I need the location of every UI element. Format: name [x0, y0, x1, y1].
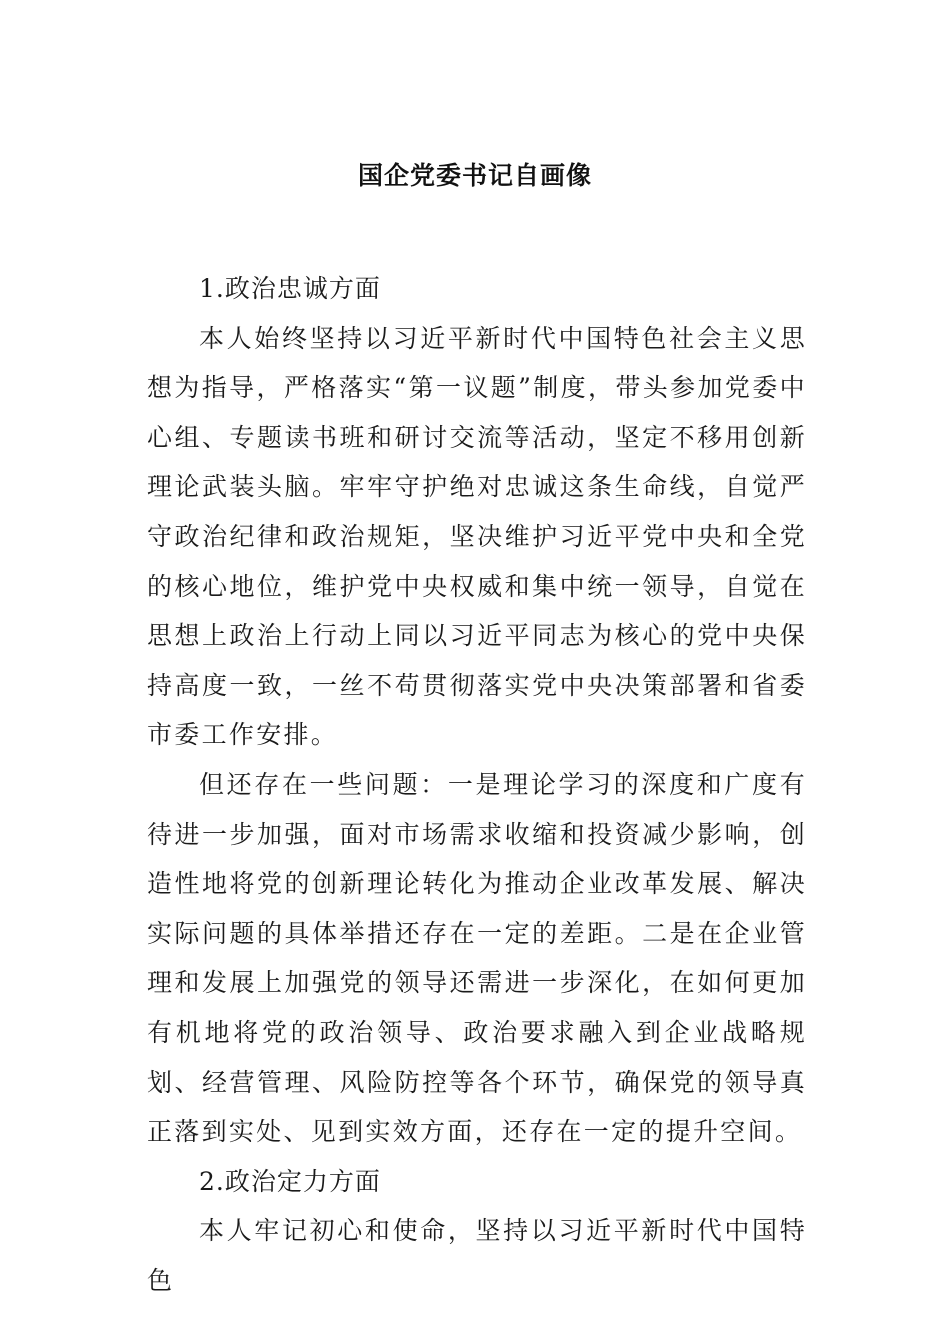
- paragraph-political-loyalty: 本人始终坚持以习近平新时代中国特色社会主义思想为指导，严格落实“第一议题”制度，带头参加党委中心组、专题读书班和研讨交流等活动，坚定不移用创新理论武装头脑。牢牢守护绝对忠诚这条生命线，自觉严守政治纪律和政治规矩，坚决维护习近平党中央和全党的核心地位，维护党中央权威和集中统一领导，自觉在思想上政治上行动上同以习近平同志为核心的党中央保持高度一致，一丝不苟贯彻落实党中央决策部署和省委市委工作安排。: [147, 323, 807, 750]
- paragraph-political-resolve: 本人牢记初心和使命，坚持以习近平新时代中国特色: [147, 1216, 807, 1295]
- paragraph-existing-problems: 但还存在一些问题：一是理论学习的深度和广度有待进一步加强，面对市场需求收缩和投资减少影响，创造性地将党的创新理论转化为推动企业改革发展、解决实际问题的具体举措还存在一定的差距。二是在企业管理和发展上加强党的领导还需进一步深化，在如何更加有机地将党的政治领导、政治要求融入到企业战略规划、经营管理、风险防控等各个环节，确保党的领导真正落到实处、见到实效方面，还存在一定的提升空间。: [147, 769, 807, 1147]
- section-heading-political-loyalty: 1.政治忠诚方面: [199, 274, 381, 303]
- document-body: [147, 264, 807, 1305]
- section-heading-political-resolve: 2.政治定力方面: [199, 1166, 381, 1196]
- document-title: 国企党委书记自画像: [357, 161, 592, 190]
